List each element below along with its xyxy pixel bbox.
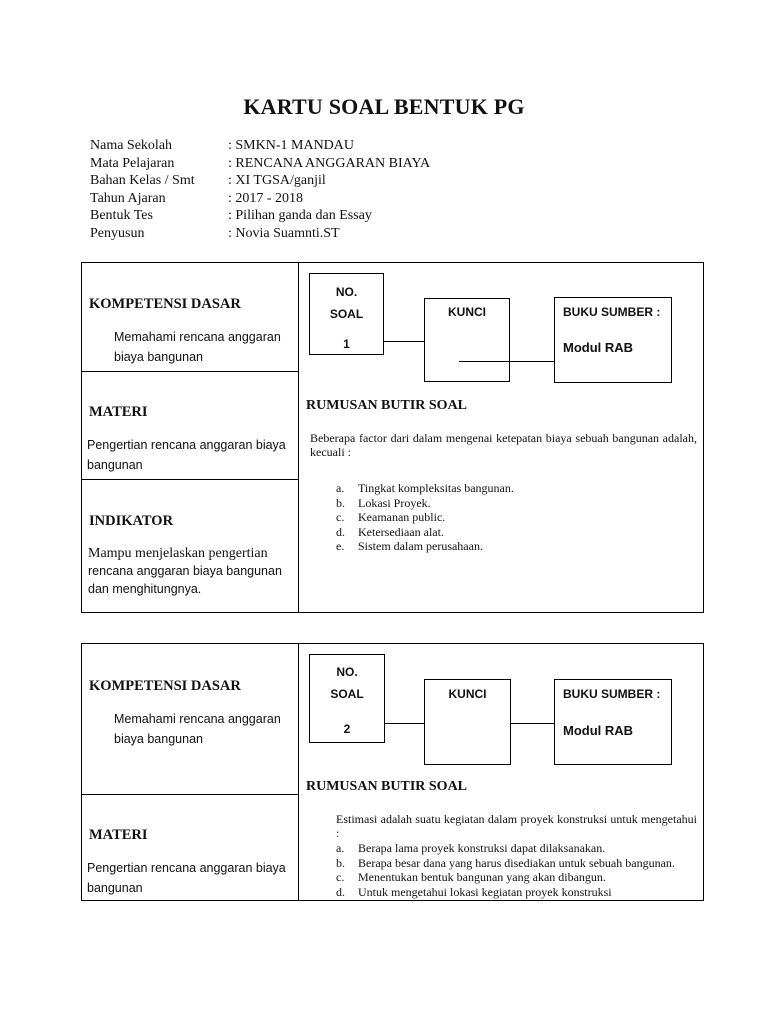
soal-label: SOAL bbox=[330, 687, 364, 701]
meta-value: : XI TGSA/ganjil bbox=[228, 173, 326, 188]
document-title: KARTU SOAL BENTUK PG bbox=[243, 94, 525, 119]
meta-value: : RENCANA ANGGARAN BIAYA bbox=[228, 155, 431, 171]
buku-sumber-value: Modul RAB bbox=[563, 340, 634, 355]
indikator-text-lead: Mampu menjelaskan pengertian bbox=[88, 546, 268, 561]
meta-label: Penyusun bbox=[90, 225, 145, 241]
soal-number: 2 bbox=[343, 722, 351, 736]
option-letter: c. bbox=[336, 870, 345, 884]
kompetensi-heading: KOMPETENSI DASAR bbox=[89, 678, 241, 694]
option-letter: b. bbox=[336, 495, 345, 510]
card-left-column bbox=[82, 644, 299, 900]
option-a bbox=[336, 481, 514, 496]
connector-line bbox=[383, 341, 424, 342]
option-text: Tingkat kompleksitas bangunan. bbox=[358, 481, 514, 495]
meta-row-class bbox=[90, 172, 430, 190]
kunci-box bbox=[424, 679, 511, 765]
option-text: Berapa besar dana yang harus disediakan untuk sebuah bangunan. bbox=[358, 855, 675, 870]
indikator-section bbox=[82, 480, 298, 613]
indikator-text bbox=[88, 544, 294, 598]
option-e bbox=[336, 539, 514, 554]
option-letter: d. bbox=[336, 884, 345, 899]
meta-value: : Novia Suamnti.ST bbox=[228, 225, 340, 241]
indikator-text-rest: rencana anggaran biaya bangunan dan menghitungnya. bbox=[88, 564, 282, 596]
option-c bbox=[336, 870, 675, 885]
buku-sumber-value: Modul RAB bbox=[563, 723, 634, 738]
meta-row-subject bbox=[90, 155, 430, 173]
option-text: Untuk mengetahui lokasi kegiatan proyek konstruksi bbox=[358, 884, 612, 899]
question-text: Estimasi adalah suatu kegiatan dalam proyek konstruksi untuk mengetahui : bbox=[336, 812, 697, 840]
buku-sumber-label: BUKU SUMBER : bbox=[563, 687, 661, 701]
option-letter: a. bbox=[336, 841, 345, 855]
option-text: Menentukan bentuk bangunan yang akan dibangun. bbox=[358, 870, 606, 884]
question-card-2 bbox=[81, 643, 704, 901]
meta-label: Bentuk Tes bbox=[90, 208, 153, 223]
kompetensi-section bbox=[82, 644, 298, 795]
kunci-box bbox=[424, 298, 510, 382]
kunci-label: KUNCI bbox=[448, 305, 486, 319]
soal-number: 1 bbox=[343, 337, 350, 351]
kompetensi-text: Memahami rencana anggaran biaya bangunan bbox=[114, 712, 281, 746]
materi-section bbox=[82, 795, 298, 901]
answer-options bbox=[336, 481, 514, 554]
materi-heading: MATERI bbox=[89, 827, 148, 843]
meta-row-school bbox=[90, 137, 430, 155]
buku-sumber-box bbox=[554, 679, 672, 765]
option-letter: c. bbox=[336, 510, 345, 524]
option-d bbox=[336, 885, 675, 900]
kunci-label: KUNCI bbox=[448, 687, 487, 701]
meta-row-author bbox=[90, 225, 430, 243]
kompetensi-text: Memahami rencana anggaran biaya bangunan bbox=[114, 330, 281, 364]
buku-sumber-box bbox=[554, 297, 672, 383]
option-b bbox=[336, 856, 675, 871]
materi-text: Pengertian rencana anggaran biaya bangunan bbox=[87, 438, 286, 472]
option-d bbox=[336, 525, 514, 540]
materi-heading: MATERI bbox=[89, 404, 148, 420]
meta-label: Bahan Kelas / Smt bbox=[90, 173, 195, 188]
no-label: NO. bbox=[336, 665, 358, 679]
indikator-heading: INDIKATOR bbox=[89, 513, 174, 529]
meta-value: : 2017 - 2018 bbox=[228, 190, 304, 206]
option-text: Keamanan public. bbox=[358, 510, 446, 524]
option-c bbox=[336, 510, 514, 525]
option-text: Lokasi Proyek. bbox=[358, 495, 431, 510]
option-letter: a. bbox=[336, 481, 345, 495]
meta-row-test-form bbox=[90, 207, 430, 225]
soal-label: SOAL bbox=[329, 307, 364, 321]
connector-line bbox=[384, 723, 425, 724]
meta-value: : Pilihan ganda dan Essay bbox=[228, 208, 372, 223]
option-text: Berapa lama proyek konstruksi dapat dilaksanakan. bbox=[358, 841, 606, 855]
answer-options bbox=[336, 841, 675, 899]
no-soal-box bbox=[309, 273, 384, 355]
kompetensi-heading: KOMPETENSI DASAR bbox=[89, 296, 241, 312]
materi-section bbox=[82, 372, 298, 480]
buku-sumber-label: BUKU SUMBER : bbox=[563, 305, 661, 319]
option-text: Sistem dalam perusahaan. bbox=[358, 539, 483, 553]
kompetensi-section bbox=[82, 263, 298, 372]
meta-label: Mata Pelajaran bbox=[90, 155, 175, 171]
question-text: Beberapa factor dari dalam mengenai ketepatan biaya sebuah bangunan adalah, kecuali : bbox=[310, 431, 697, 459]
meta-label: Tahun Ajaran bbox=[90, 190, 166, 206]
option-letter: e. bbox=[336, 539, 345, 553]
meta-value: : SMKN-1 MANDAU bbox=[228, 138, 355, 153]
no-label: NO. bbox=[335, 285, 358, 299]
connector-line bbox=[510, 723, 554, 724]
rumusan-heading: RUMUSAN BUTIR SOAL bbox=[306, 398, 468, 413]
rumusan-heading: RUMUSAN BUTIR SOAL bbox=[306, 779, 468, 794]
option-letter: d. bbox=[336, 524, 345, 539]
option-a bbox=[336, 841, 675, 856]
card-left-column bbox=[82, 263, 299, 612]
meta-label: Nama Sekolah bbox=[90, 138, 173, 153]
option-letter: b. bbox=[336, 855, 345, 870]
materi-text: Pengertian rencana anggaran biaya bangunan bbox=[87, 861, 286, 895]
meta-row-year bbox=[90, 190, 430, 208]
question-card-1 bbox=[81, 262, 704, 613]
option-b bbox=[336, 496, 514, 511]
no-soal-box bbox=[309, 654, 385, 743]
identity-block bbox=[90, 137, 430, 242]
option-text: Ketersediaan alat. bbox=[358, 524, 444, 539]
